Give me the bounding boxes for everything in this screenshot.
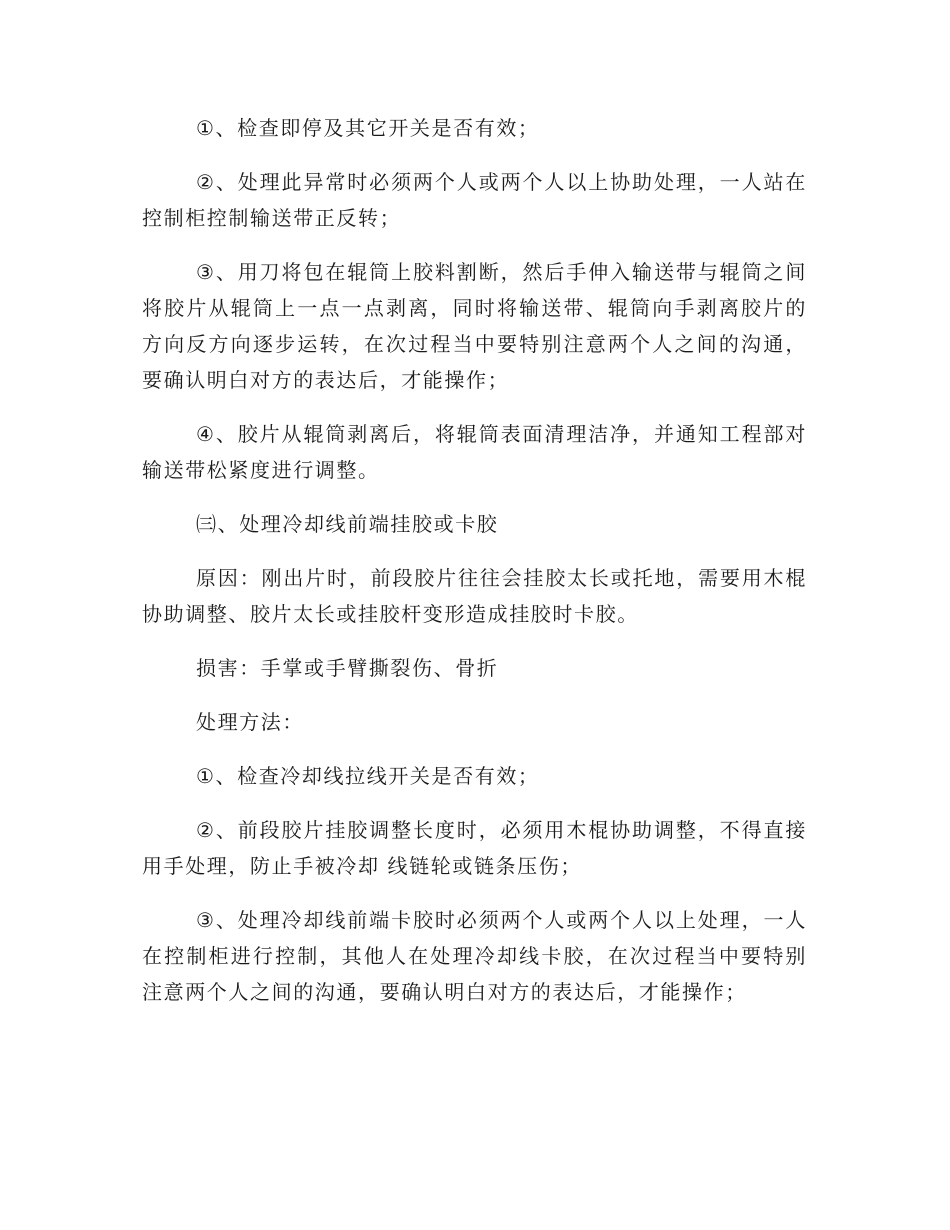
paragraph-check-emergency-stop: ①、检查即停及其它开关是否有效； bbox=[196, 116, 540, 140]
section-heading-cooling-line: ㈢、处理冷却线前端挂胶或卡胶 bbox=[196, 512, 499, 536]
paragraph-two-person-handling: ②、处理此异常时必须两个人或两个人以上协助处理，一人站在控制柜控制输送带正反转； bbox=[142, 170, 807, 230]
document-body bbox=[142, 110, 807, 1028]
paragraph-clean-roller: ④、胶片从辊筒剥离后，将辊筒表面清理洁净，并通知工程部对输送带松紧度进行调整。 bbox=[142, 422, 807, 482]
paragraph-jam-handling: ③、处理冷却线前端卡胶时必须两个人或两个人以上处理，一人在控制柜进行控制，其他人在处理冷却线卡胶，在次过程当中要特别注意两个人之间的沟通，要确认明白对方的表达后，才能操作； bbox=[142, 908, 807, 1004]
paragraph-use-wooden-stick: ②、前段胶片挂胶调整长度时，必须用木棍协助调整，不得直接用手处理，防止手被冷却 线链轮或链条压伤； bbox=[142, 818, 807, 878]
paragraph-method-label: 处理方法： bbox=[196, 710, 304, 734]
paragraph-cause: 原因：刚出片时，前段胶片往往会挂胶太长或托地，需要用木棍协助调整、胶片太长或挂胶杆变形造成挂胶时卡胶。 bbox=[142, 566, 807, 626]
paragraph-injury: 损害：手掌或手臂撕裂伤、骨折 bbox=[196, 656, 499, 680]
paragraph-check-pull-switch: ①、检查冷却线拉线开关是否有效； bbox=[196, 764, 540, 788]
paragraph-cut-and-peel: ③、用刀将包在辊筒上胶料割断，然后手伸入输送带与辊筒之间将胶片从辊筒上一点一点剥离，同时将输送带、辊筒向手剥离胶片的方向反方向逐步运转，在次过程当中要特别注意两个人之间的沟通，要确认明白对方的表达后，才能操作； bbox=[142, 260, 807, 392]
